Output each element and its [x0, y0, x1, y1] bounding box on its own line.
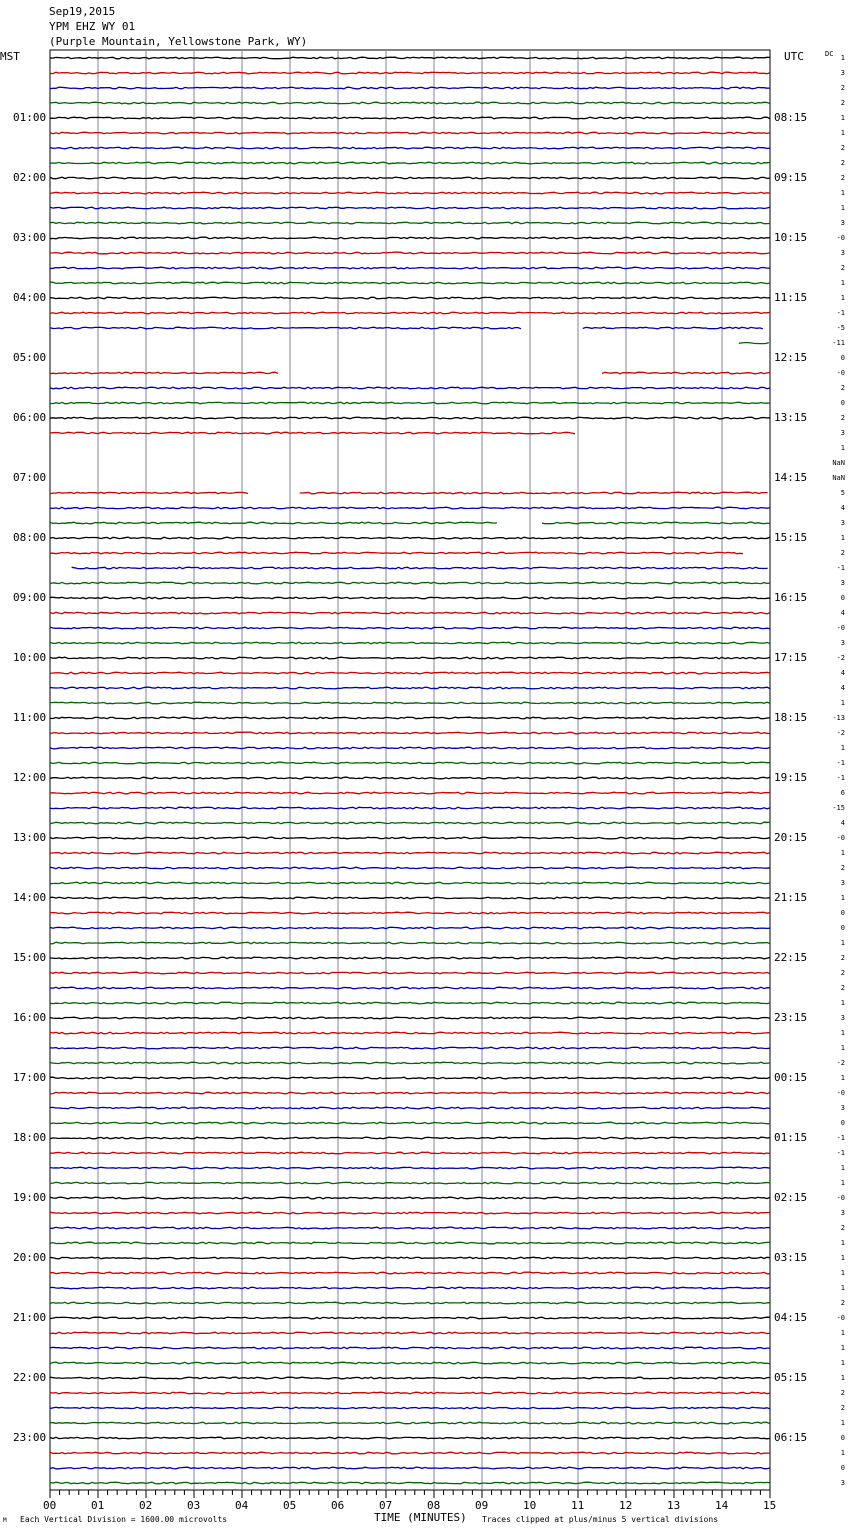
dc-offset-label: 4	[840, 609, 845, 617]
trace-segment	[50, 897, 770, 899]
dc-offset-label: 2	[840, 549, 845, 557]
left-time-label: 14:00	[13, 891, 47, 904]
dc-offset-label: 3	[840, 519, 845, 527]
dc-offset-label: 6	[840, 789, 845, 797]
left-time-label: 06:00	[13, 411, 47, 424]
left-time-label: 19:00	[13, 1191, 47, 1204]
dc-offset-label: 0	[840, 594, 845, 602]
dc-offset-label: 1	[840, 1329, 845, 1337]
trace-segment	[50, 417, 770, 419]
x-tick-label: 08	[427, 1499, 441, 1512]
right-time-label: 10:15	[774, 231, 808, 244]
trace-segment	[50, 297, 770, 299]
dc-offset-label: 0	[840, 1464, 845, 1472]
left-time-label: 17:00	[13, 1071, 47, 1084]
dc-offset-label: 3	[840, 579, 845, 587]
dc-offset-label: 0	[840, 909, 845, 917]
dc-offset-label: 1	[840, 114, 845, 122]
trace-segment	[50, 762, 770, 764]
right-time-label: 06:15	[774, 1431, 808, 1444]
trace-segment	[50, 927, 770, 929]
dc-offset-label: 1	[840, 744, 845, 752]
dc-offset-label: -0	[836, 624, 845, 632]
dc-offset-label: 1	[840, 1449, 845, 1457]
trace-segment	[50, 657, 770, 659]
trace-segment	[602, 372, 770, 374]
trace-segment	[50, 282, 770, 284]
dc-offset-label: 0	[840, 924, 845, 932]
trace-segment	[50, 1302, 770, 1304]
trace-segment	[50, 1482, 770, 1484]
dc-offset-label: 1	[840, 294, 845, 302]
trace-segment	[50, 852, 770, 854]
dc-offset-label: 1	[840, 189, 845, 197]
dc-offset-label: 2	[840, 864, 845, 872]
dc-header: DC	[825, 50, 834, 58]
plot-date: Sep19,2015	[49, 5, 116, 18]
trace-segment	[50, 147, 770, 149]
dc-offset-label: 2	[840, 969, 845, 977]
dc-offset-label: 0	[840, 1434, 845, 1442]
trace-segment	[50, 1422, 770, 1424]
trace-segment	[50, 117, 770, 119]
dc-offset-label: -2	[836, 1059, 845, 1067]
trace-segment	[72, 567, 768, 569]
dc-offset-label: 1	[840, 1344, 845, 1352]
trace-segment	[50, 207, 770, 209]
right-time-label: 03:15	[774, 1251, 808, 1264]
trace-segment	[50, 492, 248, 494]
trace-segment	[50, 267, 770, 269]
trace-segment	[50, 732, 770, 734]
x-tick-label: 11	[571, 1499, 585, 1512]
trace-segment	[50, 1017, 770, 1019]
dc-offset-label: 0	[840, 354, 845, 362]
x-tick-label: 14	[715, 1499, 729, 1512]
dc-offset-label: 1	[840, 699, 845, 707]
dc-offset-label: 3	[840, 429, 845, 437]
trace-segment	[50, 162, 770, 164]
dc-offset-label: 3	[840, 1479, 845, 1487]
dc-offset-label: -0	[836, 834, 845, 842]
right-time-label: 21:15	[774, 891, 808, 904]
trace-segment	[50, 702, 770, 704]
dc-offset-label: 0	[840, 399, 845, 407]
dc-offset-label: -1	[836, 774, 845, 782]
trace-segment	[50, 582, 770, 584]
right-time-label: 19:15	[774, 771, 808, 784]
right-time-label: 15:15	[774, 531, 808, 544]
trace-segment	[50, 957, 770, 959]
trace-segment	[50, 1407, 770, 1409]
trace-segment	[50, 747, 770, 749]
trace-segment	[50, 1362, 770, 1364]
dc-offset-label: 1	[840, 1269, 845, 1277]
trace-segment	[583, 327, 763, 329]
trace-segment	[50, 1092, 770, 1094]
dc-offset-label: 2	[840, 1404, 845, 1412]
dc-offset-label: 1	[840, 279, 845, 287]
trace-segment	[50, 867, 770, 869]
dc-offset-label: -2	[836, 729, 845, 737]
trace-segment	[50, 1047, 770, 1049]
left-time-label: 23:00	[13, 1431, 47, 1444]
left-time-label: 07:00	[13, 471, 47, 484]
left-axis-title: MST	[0, 50, 20, 63]
trace-segment	[50, 717, 770, 719]
dc-offset-label: 1	[840, 204, 845, 212]
trace-segment	[50, 1377, 770, 1379]
trace-segment	[50, 1062, 770, 1064]
trace-segment	[50, 1332, 770, 1334]
left-time-label: 15:00	[13, 951, 47, 964]
dc-offset-label: 2	[840, 264, 845, 272]
dc-offset-label: 1	[840, 54, 845, 62]
trace-segment	[50, 597, 770, 599]
x-axis-title: TIME (MINUTES)	[374, 1511, 467, 1524]
left-time-label: 03:00	[13, 231, 47, 244]
trace-segment	[50, 642, 770, 644]
station-location: (Purple Mountain, Yellowstone Park, WY)	[49, 35, 308, 48]
dc-offset-label: 2	[840, 99, 845, 107]
right-time-label: 08:15	[774, 111, 808, 124]
right-time-label: 22:15	[774, 951, 808, 964]
station-code: YPM EHZ WY 01	[49, 20, 136, 33]
dc-offset-label: 2	[840, 1224, 845, 1232]
trace-segment	[50, 942, 770, 944]
trace-segment	[50, 687, 770, 689]
trace-segment	[50, 1122, 770, 1124]
right-time-label: 04:15	[774, 1311, 808, 1324]
trace-segment	[50, 1137, 770, 1139]
left-time-label: 22:00	[13, 1371, 47, 1384]
right-time-label: 23:15	[774, 1011, 808, 1024]
left-time-label: 09:00	[13, 591, 47, 604]
left-time-label: 12:00	[13, 771, 47, 784]
x-tick-label: 02	[139, 1499, 153, 1512]
trace-segment	[50, 1347, 770, 1349]
trace-segment	[50, 1152, 770, 1154]
dc-offset-label: 1	[840, 849, 845, 857]
x-tick-label: 09	[475, 1499, 489, 1512]
trace-segment	[50, 822, 770, 824]
dc-offset-label: 4	[840, 684, 845, 692]
right-axis-title: UTC	[784, 50, 804, 63]
x-tick-label: 10	[523, 1499, 537, 1512]
left-time-label: 01:00	[13, 111, 47, 124]
trace-segment	[50, 777, 770, 779]
trace-segment	[50, 192, 770, 194]
trace-segment	[50, 537, 770, 539]
right-time-label: 13:15	[774, 411, 808, 424]
dc-offset-label: 2	[840, 954, 845, 962]
right-time-label: 16:15	[774, 591, 808, 604]
x-tick-label: 07	[379, 1499, 393, 1512]
dc-offset-label: 2	[840, 1389, 845, 1397]
right-time-label: 18:15	[774, 711, 808, 724]
dc-offset-label: -1	[836, 1149, 845, 1157]
right-time-label: 00:15	[774, 1071, 808, 1084]
right-time-label: 11:15	[774, 291, 808, 304]
right-time-label: 01:15	[774, 1131, 808, 1144]
dc-offset-label: -2	[836, 654, 845, 662]
left-time-label: 10:00	[13, 651, 47, 664]
dc-offset-label: 4	[840, 669, 845, 677]
dc-offset-label: 2	[840, 414, 845, 422]
trace-segment	[542, 522, 770, 524]
right-time-label: 17:15	[774, 651, 808, 664]
trace-segment	[50, 1197, 770, 1199]
dc-offset-label: 2	[840, 159, 845, 167]
dc-offset-label: -1	[836, 309, 845, 317]
left-time-label: 16:00	[13, 1011, 47, 1024]
trace-segment	[50, 987, 770, 989]
trace-segment	[50, 132, 770, 134]
trace-segment	[50, 432, 575, 434]
x-tick-label: 05	[283, 1499, 297, 1512]
x-tick-label: 12	[619, 1499, 633, 1512]
dc-offset-label: 3	[840, 219, 845, 227]
dc-offset-label: -1	[836, 759, 845, 767]
dc-offset-label: -1	[836, 564, 845, 572]
trace-segment	[50, 1272, 770, 1274]
dc-offset-label: -0	[836, 1089, 845, 1097]
trace-segment	[50, 1077, 770, 1079]
left-time-label: 21:00	[13, 1311, 47, 1324]
dc-offset-label: 1	[840, 1284, 845, 1292]
trace-segment	[50, 507, 770, 509]
trace-segment	[50, 522, 497, 524]
left-time-label: 11:00	[13, 711, 47, 724]
dc-offset-label: 1	[840, 894, 845, 902]
dc-offset-label: -0	[836, 1314, 845, 1322]
dc-offset-label: 1	[840, 939, 845, 947]
clip-note: Traces clipped at plus/minus 5 vertical divisions	[482, 1515, 719, 1524]
dc-offset-label: 5	[840, 489, 845, 497]
x-tick-label: 15	[763, 1499, 777, 1512]
dc-offset-label: 1	[840, 1254, 845, 1262]
trace-segment	[739, 343, 769, 344]
dc-offset-label: 1	[840, 1179, 845, 1187]
dc-offset-label: 1	[840, 1164, 845, 1172]
right-time-label: 12:15	[774, 351, 808, 364]
scale-note: Each Vertical Division = 1600.00 microvolts	[20, 1515, 228, 1524]
trace-segment	[50, 1212, 770, 1214]
trace-segment	[50, 1317, 770, 1319]
right-time-label: 05:15	[774, 1371, 808, 1384]
trace-segment	[50, 972, 770, 974]
trace-segment	[50, 1167, 770, 1169]
plot-frame	[50, 50, 770, 1490]
dc-offset-label: NaN	[832, 474, 845, 482]
dc-offset-label: NaN	[832, 459, 845, 467]
dc-offset-label: 1	[840, 1359, 845, 1367]
trace-segment	[50, 612, 770, 614]
dc-offset-label: -1	[836, 1134, 845, 1142]
x-tick-label: 13	[667, 1499, 681, 1512]
scale-mark: M	[3, 1517, 7, 1524]
left-time-label: 08:00	[13, 531, 47, 544]
dc-offset-label: 2	[840, 1299, 845, 1307]
dc-offset-label: -15	[832, 804, 845, 812]
dc-offset-label: 3	[840, 69, 845, 77]
trace-segment	[50, 552, 743, 554]
trace-segment	[50, 1257, 770, 1259]
dc-offset-label: -11	[832, 339, 845, 347]
trace-segment	[50, 837, 770, 839]
dc-offset-label: -0	[836, 369, 845, 377]
trace-segment	[50, 882, 770, 884]
trace-segment	[50, 627, 770, 629]
trace-segment	[50, 102, 770, 104]
dc-offset-label: 3	[840, 1209, 845, 1217]
trace-segment	[300, 492, 768, 494]
trace-segment	[50, 372, 278, 374]
trace-segment	[50, 1467, 770, 1469]
dc-offset-label: 0	[840, 1119, 845, 1127]
right-time-label: 20:15	[774, 831, 808, 844]
dc-offset-label: 3	[840, 1014, 845, 1022]
x-tick-label: 04	[235, 1499, 249, 1512]
trace-segment	[50, 1437, 770, 1439]
dc-offset-label: 1	[840, 1044, 845, 1052]
trace-segment	[50, 1287, 770, 1289]
trace-segment	[50, 72, 770, 74]
dc-offset-label: 2	[840, 174, 845, 182]
trace-segment	[50, 1107, 770, 1109]
trace-segment	[50, 1032, 770, 1034]
trace-segment	[50, 792, 770, 794]
trace-segment	[50, 1392, 770, 1394]
trace-segment	[50, 252, 770, 254]
dc-offset-label: 3	[840, 249, 845, 257]
trace-segment	[50, 912, 770, 914]
x-tick-label: 01	[91, 1499, 105, 1512]
right-time-label: 14:15	[774, 471, 808, 484]
dc-offset-label: 2	[840, 84, 845, 92]
trace-segment	[50, 87, 770, 89]
dc-offset-label: 4	[840, 504, 845, 512]
right-time-label: 02:15	[774, 1191, 808, 1204]
x-tick-label: 00	[43, 1499, 57, 1512]
trace-segment	[50, 237, 770, 239]
trace-segment	[50, 807, 770, 809]
dc-offset-label: 1	[840, 1239, 845, 1247]
left-time-label: 02:00	[13, 171, 47, 184]
left-time-label: 04:00	[13, 291, 47, 304]
dc-offset-label: 1	[840, 1029, 845, 1037]
dc-offset-label: -0	[836, 234, 845, 242]
trace-segment	[50, 222, 770, 224]
dc-offset-label: 1	[840, 129, 845, 137]
trace-segment	[50, 327, 521, 329]
dc-offset-label: -5	[836, 324, 845, 332]
trace-segment	[50, 312, 770, 314]
left-time-label: 20:00	[13, 1251, 47, 1264]
trace-segment	[50, 1242, 770, 1244]
dc-offset-label: 1	[840, 999, 845, 1007]
trace-segment	[50, 672, 770, 674]
dc-offset-label: 3	[840, 1104, 845, 1112]
trace-segment	[50, 57, 770, 59]
x-tick-label: 03	[187, 1499, 201, 1512]
trace-segment	[50, 1452, 770, 1454]
trace-segment	[50, 1002, 770, 1004]
dc-offset-label: 2	[840, 984, 845, 992]
left-time-label: 05:00	[13, 351, 47, 364]
dc-offset-label: 3	[840, 879, 845, 887]
left-time-label: 18:00	[13, 1131, 47, 1144]
trace-segment	[50, 177, 770, 179]
left-time-label: 13:00	[13, 831, 47, 844]
x-tick-label: 06	[331, 1499, 345, 1512]
trace-segment	[50, 1182, 770, 1184]
dc-offset-label: 1	[840, 1374, 845, 1382]
dc-offset-label: 1	[840, 444, 845, 452]
dc-offset-label: 3	[840, 639, 845, 647]
trace-segment	[50, 402, 770, 404]
dc-offset-label: 1	[840, 1419, 845, 1427]
right-time-label: 09:15	[774, 171, 808, 184]
dc-offset-label: -0	[836, 1194, 845, 1202]
dc-offset-label: 1	[840, 1074, 845, 1082]
dc-offset-label: 1	[840, 534, 845, 542]
dc-offset-label: 2	[840, 384, 845, 392]
trace-segment	[50, 387, 770, 389]
dc-offset-label: -13	[832, 714, 845, 722]
dc-offset-label: 2	[840, 144, 845, 152]
trace-segment	[50, 1227, 770, 1229]
dc-offset-label: 4	[840, 819, 845, 827]
